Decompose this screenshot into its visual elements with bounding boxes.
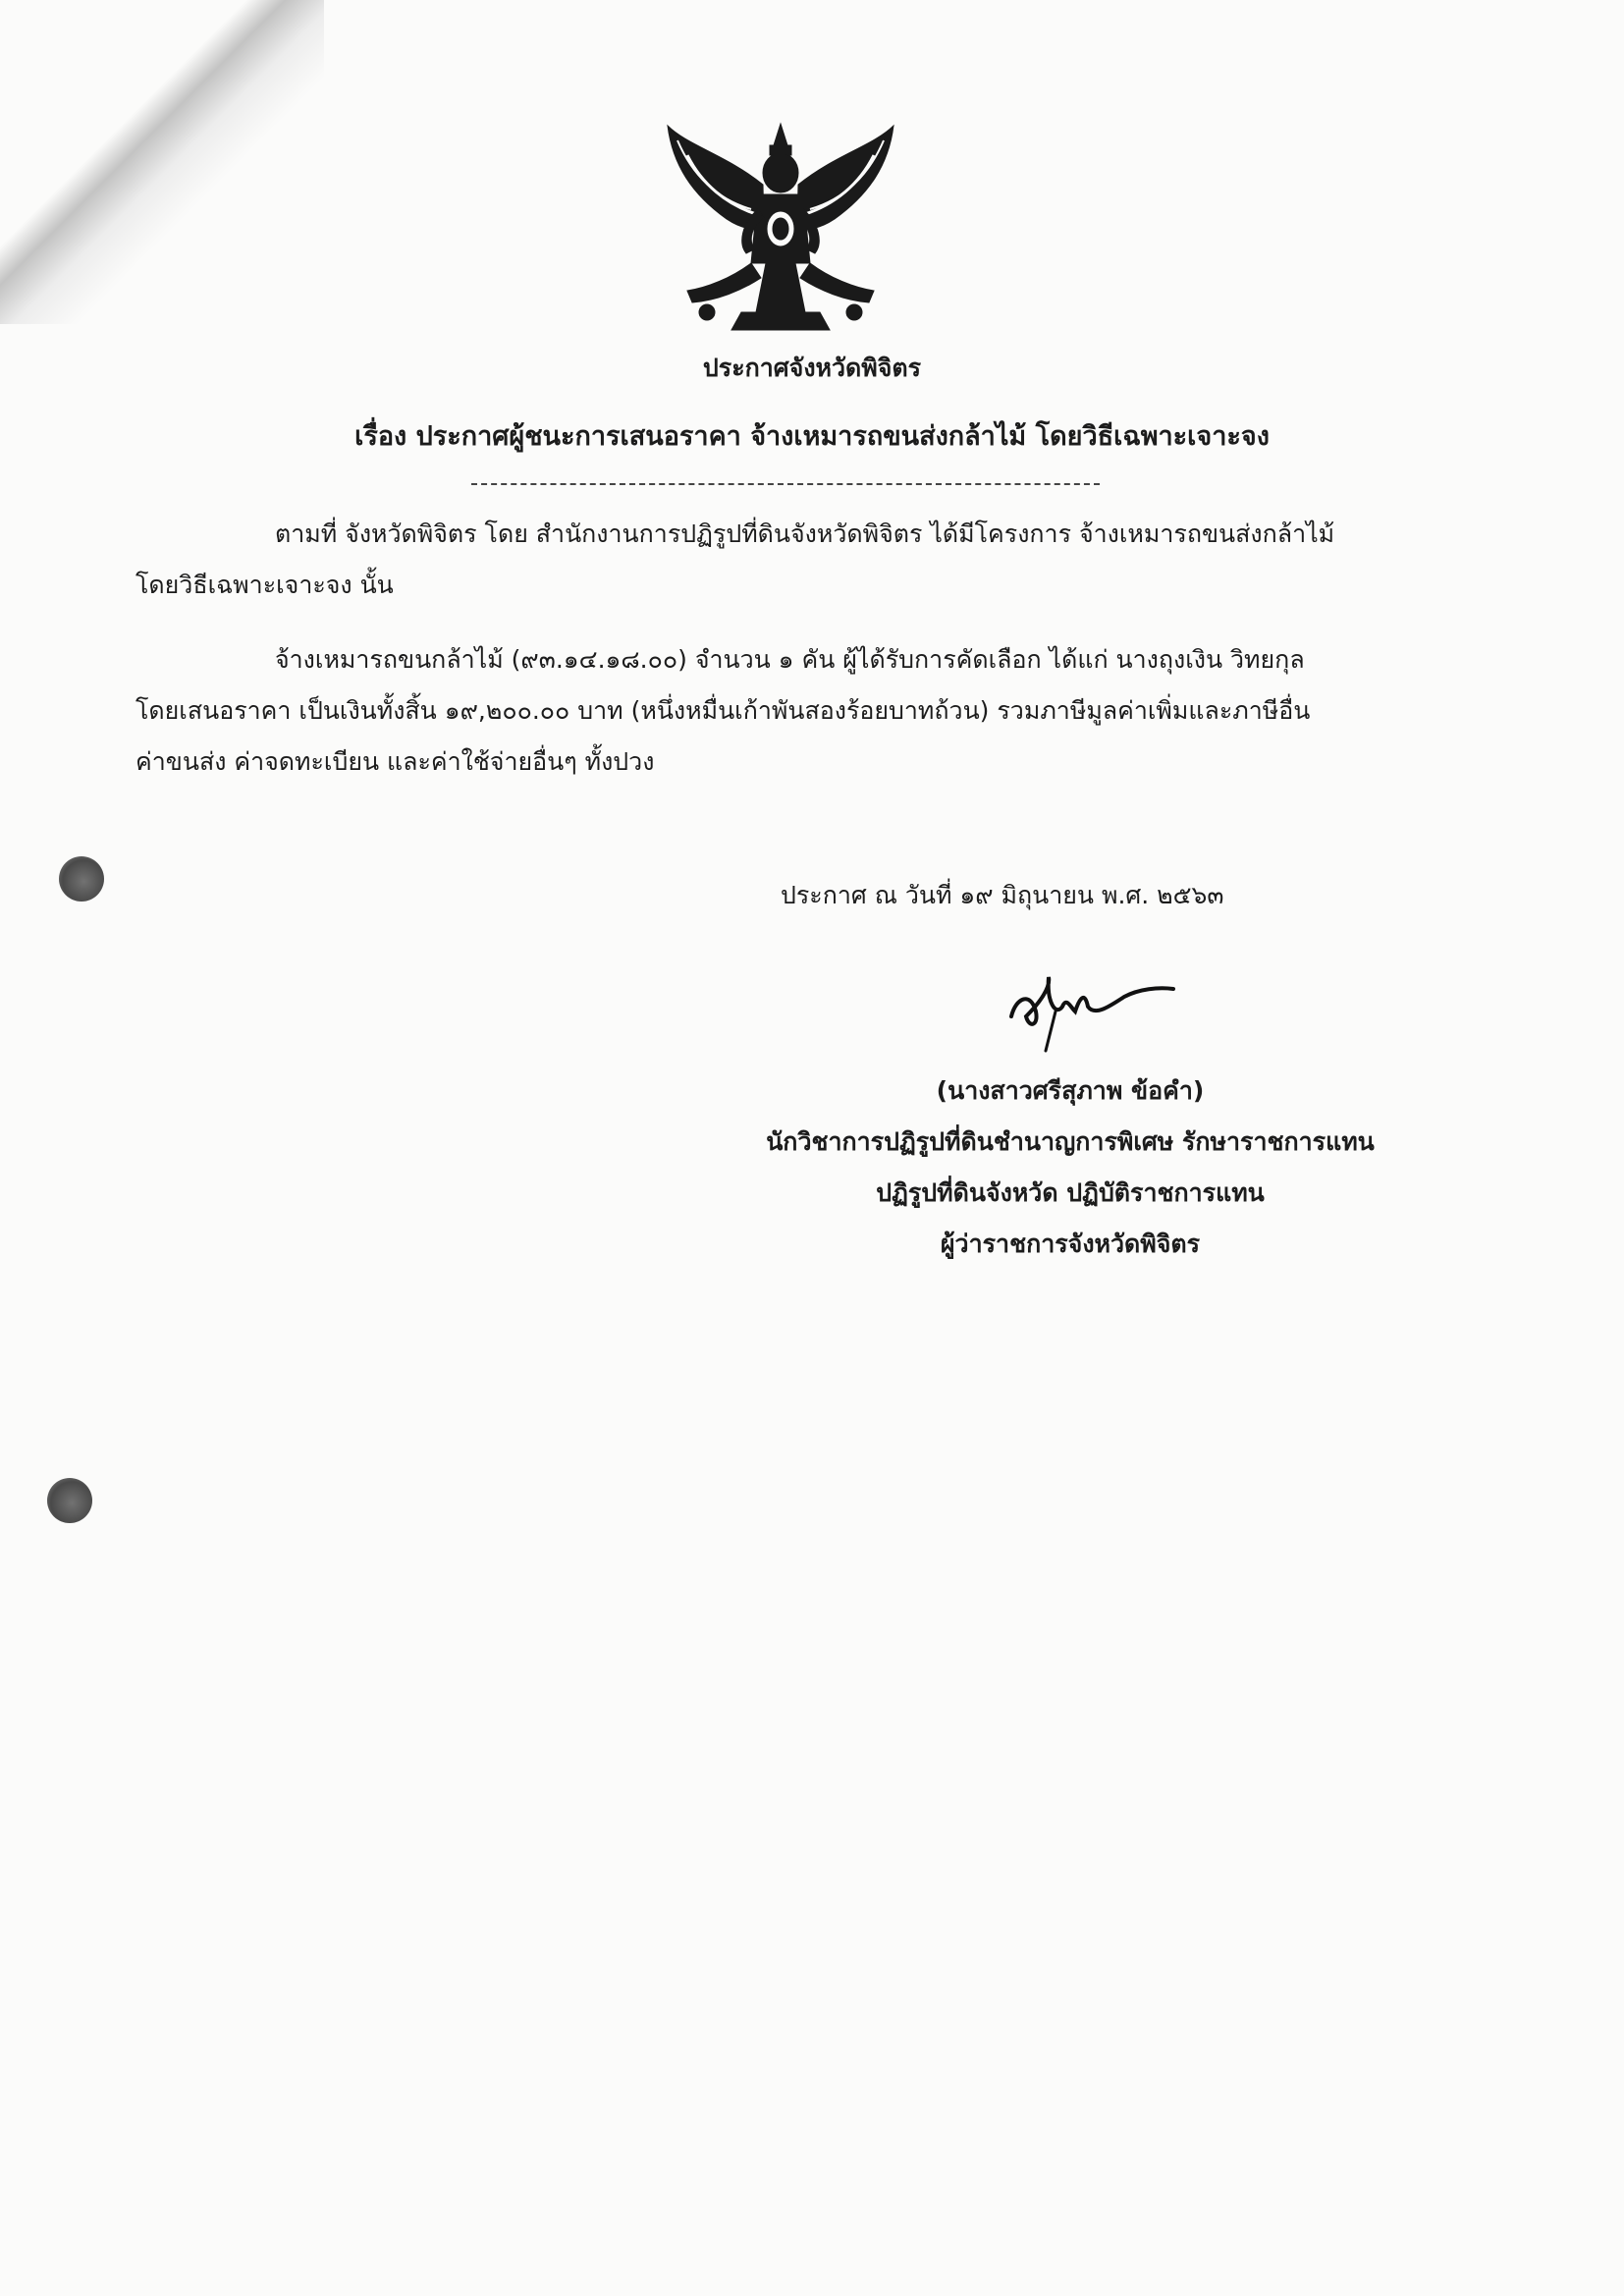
garuda-emblem-icon	[648, 116, 913, 342]
announcement-subject: เรื่อง ประกาศผู้ชนะการเสนอราคา จ้างเหมารถขนส่งกล้าไม้ โดยวิธีเฉพาะเจาะจง	[354, 421, 1270, 452]
paragraph-line: ค่าขนส่ง ค่าจดทะเบียน และค่าใช้จ่ายอื่นๆ ทั้งปวง	[135, 747, 655, 776]
title-divider	[471, 483, 1100, 485]
punch-hole-bottom	[47, 1478, 92, 1523]
paragraph-line: จ้างเหมารถขนกล้าไม้ (๙๓.๑๔.๑๘.๐๐) จำนวน ๑ คัน ผู้ได้รับการคัดเลือก ได้แก่ นางถุงเงิน วิทยกุล	[275, 645, 1305, 674]
signatory-position: ผู้ว่าราชการจังหวัดพิจิตร	[940, 1230, 1201, 1258]
punch-hole-top	[59, 856, 104, 902]
signatory-position: นักวิชาการปฏิรูปที่ดินชำนาญการพิเศษ รักษาราชการแทน	[766, 1127, 1375, 1156]
paragraph-line: ตามที่ จังหวัดพิจิตร โดย สำนักงานการปฏิรูปที่ดินจังหวัดพิจิตร ได้มีโครงการ จ้างเหมารถขนส่งกล้าไม้	[275, 519, 1335, 548]
signatory-name: (นางสาวศรีสุภาพ ข้อคำ)	[936, 1076, 1205, 1105]
announce-date: ประกาศ ณ วันที่ ๑๙ มิถุนายน พ.ศ. ๒๕๖๓	[781, 881, 1224, 909]
page-fold-shadow	[0, 0, 324, 324]
paragraph-line: โดยเสนอราคา เป็นเงินทั้งสิ้น ๑๙,๒๐๐.๐๐ บาท (หนึ่งหมื่นเก้าพันสองร้อยบาทถ้วน) รวมภาษีมูลค่าเพิ่มและภาษีอื่น	[135, 696, 1311, 725]
handwritten-signature	[1001, 957, 1178, 1056]
paragraph-winner	[135, 634, 1414, 788]
signatory-block	[687, 1066, 1453, 1270]
paragraph-line: โดยวิธีเฉพาะเจาะจง นั้น	[135, 571, 394, 599]
announcement-title: ประกาศจังหวัดพิจิตร	[702, 354, 922, 382]
paragraph-project	[135, 509, 1414, 611]
signatory-position: ปฏิรูปที่ดินจังหวัด ปฏิบัติราชการแทน	[876, 1178, 1265, 1207]
